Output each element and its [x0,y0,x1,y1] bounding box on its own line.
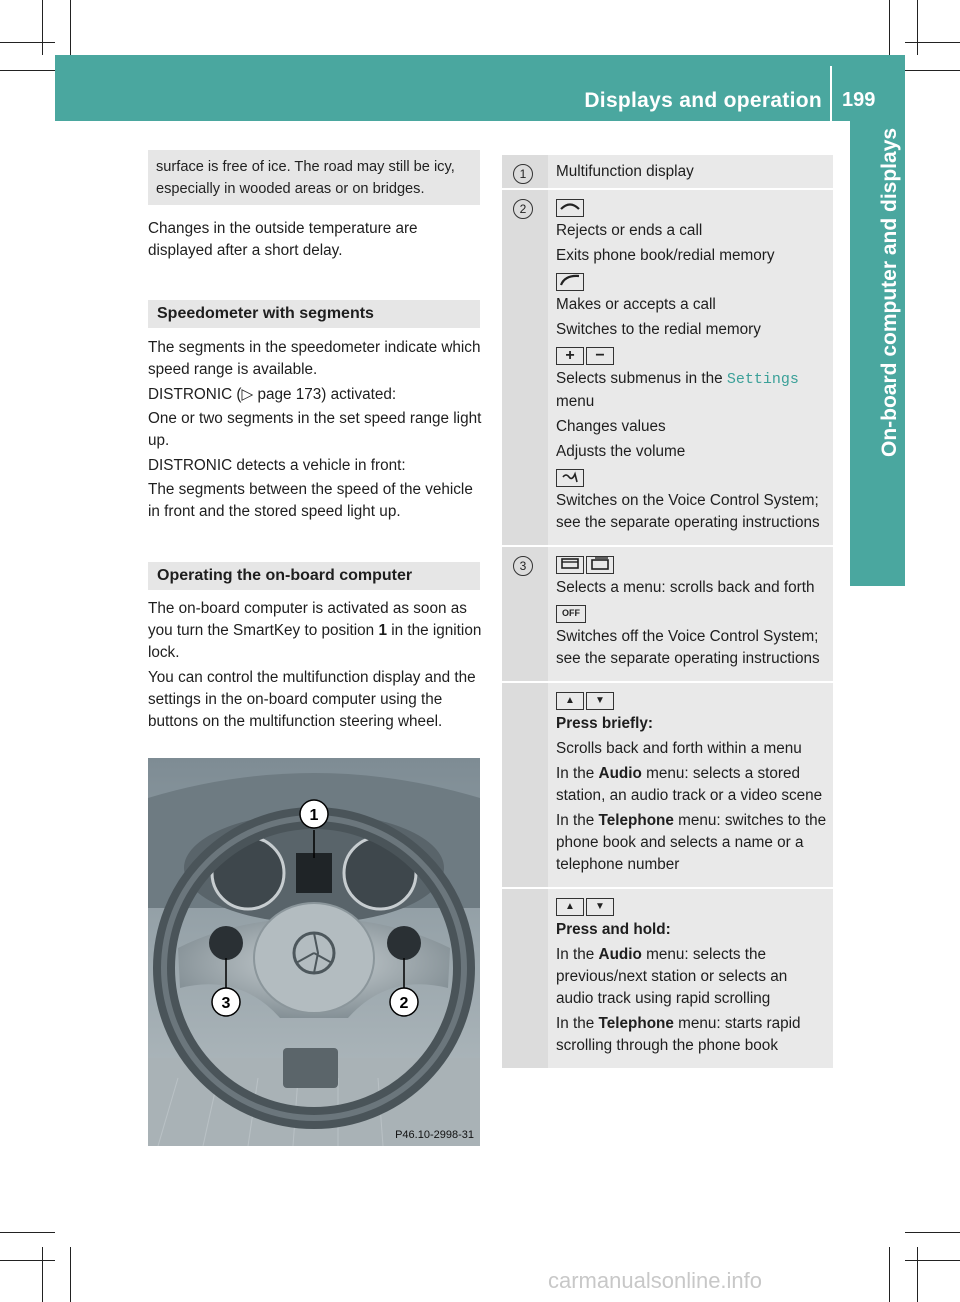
steering-wheel-illustration [148,758,480,1146]
down-arrow-icon: ▼ [586,692,614,710]
crop-mark [42,0,43,55]
table-row [502,889,833,1070]
row-number-cell [502,190,548,545]
paragraph: DISTRONIC detects a vehicle in front: [148,457,406,474]
paragraph-outside-temperature: Changes in the outside temperature are displayed after a short delay. [148,220,418,259]
table-row [502,155,833,190]
row-text: Selects a menu: scrolls back and forth [556,579,815,596]
crop-mark [905,70,960,71]
crop-mark [905,42,960,43]
up-arrow-icon: ▲ [556,898,584,916]
voice-control-icon [556,469,584,487]
text: in the ignition lock. [148,622,482,661]
row-text: Adjusts the volume [556,443,686,460]
settings-menu-name: Settings [726,371,799,388]
crop-mark [0,42,55,43]
press-briefly-label: Press briefly: [556,715,653,732]
callout-2: 2 [399,995,409,1012]
row-content [556,889,833,1068]
text: Selects submenus in the [556,370,727,387]
crop-mark [889,1247,890,1302]
crop-mark [917,1247,918,1302]
steering-buttons-table [502,155,833,1070]
plus-icon: + [556,347,584,365]
row-number-cell [502,889,548,1068]
row-text [556,763,827,807]
crop-mark [905,1232,960,1233]
row-number-cell [502,683,548,887]
text: In the [556,1015,599,1032]
steering-wheel-photo [148,758,480,1146]
table-row [502,547,833,683]
watermark: carmanualsonline.info [548,1268,763,1293]
heading-onboard-computer: Operating the on-board computer [157,567,413,584]
position-number: 1 [378,622,387,639]
paragraph: The segments between the speed of the vehicle in front and the stored speed light up. [148,481,473,520]
side-tab-label: On-board computer and displays [878,128,901,458]
side-tab-marker [850,541,905,586]
menu-forward-icon [586,556,614,574]
crop-mark [905,1260,960,1261]
row-text: Makes or accepts a call [556,296,716,313]
row-text [556,713,827,735]
text: menu: switches to the phone book and selects a name or a telephone number [556,812,827,873]
note-text: surface is free of ice. The road may still be icy, especially in wooded areas or on bridges. [156,159,455,197]
row-text [556,944,827,1010]
voice-off-icon: OFF [556,605,586,623]
accept-call-icon [556,273,584,291]
row-text: Switches on the Voice Control System; see the separate operating instructions [556,492,820,531]
telephone-menu-label: Telephone [598,812,674,829]
crop-mark [0,1232,55,1233]
row-content [556,547,833,681]
table-row [502,190,833,547]
row-number: 1 [513,164,533,184]
callout-3: 3 [221,995,231,1012]
row-text: Changes values [556,418,666,435]
row-number: 2 [513,199,533,219]
paragraph: You can control the multifunction display and the settings in the on-board computer using the buttons on the multifunction steering wheel. [148,669,476,730]
text: menu [556,393,595,410]
row-text [556,368,827,413]
row-text: Switches to the redial memory [556,321,761,338]
text: The on-board computer is activated as soon as you turn the SmartKey to position [148,600,467,639]
text: In the [556,946,599,963]
header-title: Displays and operation [584,89,822,112]
header-divider [830,66,832,121]
crop-mark [917,0,918,55]
row-text: Exits phone book/redial memory [556,247,775,264]
paragraph [148,598,482,664]
down-arrow-icon: ▼ [586,898,614,916]
crop-mark [889,0,890,55]
row-number-cell [502,547,548,681]
crop-mark [70,1247,71,1302]
text: In the [556,765,599,782]
text: menu: selects a stored station, an audio track or a video scene [556,765,823,804]
text: menu: starts rapid scrolling through the phone book [556,1015,801,1054]
menu-back-icon [556,556,584,574]
text: menu: selects the previous/next station or selects an audio track using rapid scrolling [556,946,788,1007]
crop-mark [42,1247,43,1302]
row-number: 3 [513,556,533,576]
paragraph: DISTRONIC (▷ page 173) activated: [148,386,397,403]
row-text [556,1013,827,1057]
photo-caption: P46.10-2998-31 [395,1129,474,1141]
minus-icon: − [586,347,614,365]
heading-speedometer: Speedometer with segments [157,305,374,322]
row-content [556,683,833,887]
paragraph: The segments in the speedometer indicate which speed range is available. [148,339,481,378]
row-text [556,919,827,941]
row-text: Multifunction display [556,163,694,180]
row-text: Scrolls back and forth within a menu [556,740,802,757]
table-row [502,683,833,889]
telephone-menu-label: Telephone [598,1015,674,1032]
row-number-cell [502,155,548,188]
row-text: Switches off the Voice Control System; see the separate operating instructions [556,628,820,667]
row-text [556,810,827,876]
text: In the [556,812,599,829]
up-arrow-icon: ▲ [556,692,584,710]
row-content [556,190,833,545]
page-number: 199 [842,89,876,111]
press-hold-label: Press and hold: [556,921,671,938]
callout-1: 1 [309,807,319,824]
row-text: Rejects or ends a call [556,222,703,239]
crop-mark [0,70,55,71]
row-content [556,155,833,194]
crop-mark [70,0,71,55]
end-call-icon [556,199,584,217]
crop-mark [0,1260,55,1261]
audio-menu-label: Audio [598,765,642,782]
audio-menu-label: Audio [598,946,642,963]
paragraph: One or two segments in the set speed range light up. [148,410,482,449]
